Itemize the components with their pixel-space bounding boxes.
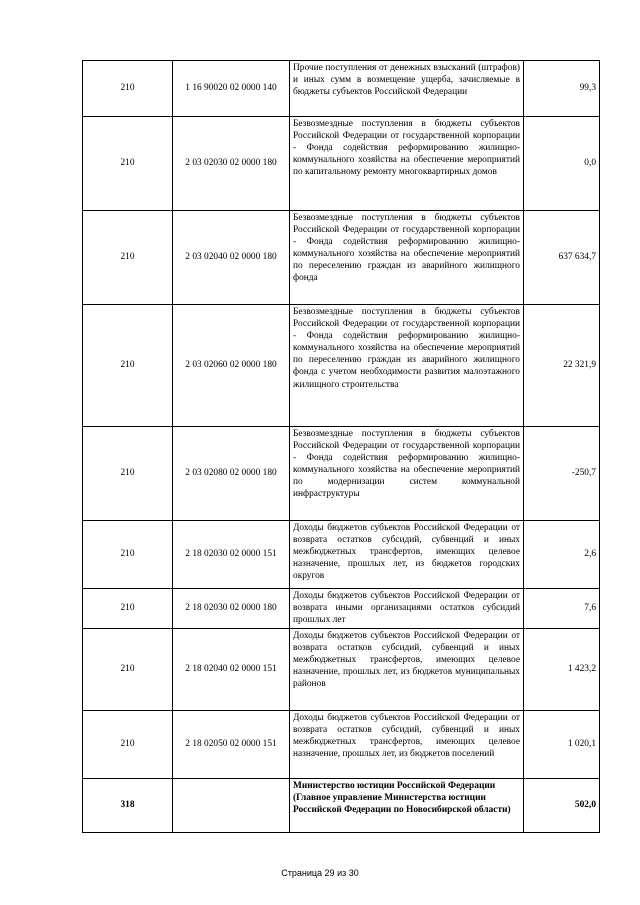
- revenue-name-cell: Доходы бюджетов субъектов Российской Федерации от возврата остатков субсидий, субвенций и иных межбюджетных трансфертов, имеющих целевое назначение, прошлых лет, из бюджетов муниципальных районов: [290, 629, 524, 711]
- budget-code-cell: 2 03 02080 02 0000 180: [173, 427, 290, 521]
- admin-code-cell: 210: [83, 629, 173, 711]
- admin-code-cell: 210: [83, 589, 173, 629]
- budget-code-cell: [173, 779, 290, 833]
- admin-code-cell: 210: [83, 117, 173, 211]
- budget-code-cell: 1 16 90020 02 0000 140: [173, 61, 290, 117]
- table-row: [83, 427, 600, 521]
- revenue-name-cell: Доходы бюджетов субъектов Российской Федерации от возврата остатков субсидий, субвенций и иных межбюджетных трансфертов, имеющих целевое назначение, прошлых лет, из бюджетов поселений: [290, 711, 524, 779]
- revenue-name-cell: Доходы бюджетов субъектов Российской Федерации от возврата иными организациями остатков субсидий прошлых лет: [290, 589, 524, 629]
- amount-cell: 1 423,2: [524, 629, 600, 711]
- amount-cell: -250,7: [524, 427, 600, 521]
- table-row: [83, 211, 600, 305]
- table-row: [83, 589, 600, 629]
- revenue-name-cell: Безвозмездные поступления в бюджеты субъектов Российской Федерации от государственной корпорации - Фонда содействия реформированию жилищно-коммунального хозяйства на обеспечение мероприятий по переселению граждан из аварийного жилищного фонда с учетом необходимости развития малоэтажного жилищного строительства: [290, 305, 524, 427]
- budget-code-cell: 2 18 02030 02 0000 151: [173, 521, 290, 589]
- table-row: [83, 711, 600, 779]
- table-row: [83, 521, 600, 589]
- table-row: [83, 779, 600, 833]
- table-row: [83, 117, 600, 211]
- page-number: Страница 29 из 30: [281, 868, 359, 878]
- revenue-name-cell: Министерство юстиции Российской Федерации (Главное управление Министерства юстиции Российской Федерации по Новосибирской области): [290, 779, 524, 833]
- table-row: [83, 305, 600, 427]
- admin-code-cell: 210: [83, 521, 173, 589]
- admin-code-cell: 318: [83, 779, 173, 833]
- budget-code-cell: 2 18 02050 02 0000 151: [173, 711, 290, 779]
- amount-cell: 7,6: [524, 589, 600, 629]
- budget-code-cell: 2 18 02030 02 0000 180: [173, 589, 290, 629]
- amount-cell: 0,0: [524, 117, 600, 211]
- table-row: [83, 629, 600, 711]
- amount-cell: 2,6: [524, 521, 600, 589]
- amount-cell: 637 634,7: [524, 211, 600, 305]
- admin-code-cell: 210: [83, 711, 173, 779]
- budget-code-cell: 2 03 02040 02 0000 180: [173, 211, 290, 305]
- revenue-name-cell: Безвозмездные поступления в бюджеты субъектов Российской Федерации от государственной корпорации - Фонда содействия реформированию жилищно-коммунального хозяйства на обеспечение мероприятий по переселению граждан из аварийного жилищного фонда: [290, 211, 524, 305]
- table-row: [83, 61, 600, 117]
- budget-code-cell: 2 18 02040 02 0000 151: [173, 629, 290, 711]
- budget-code-cell: 2 03 02030 02 0000 180: [173, 117, 290, 211]
- admin-code-cell: 210: [83, 61, 173, 117]
- amount-cell: 1 020,1: [524, 711, 600, 779]
- admin-code-cell: 210: [83, 211, 173, 305]
- admin-code-cell: 210: [83, 305, 173, 427]
- admin-code-cell: 210: [83, 427, 173, 521]
- amount-cell: 502,0: [524, 779, 600, 833]
- budget-code-cell: 2 03 02060 02 0000 180: [173, 305, 290, 427]
- amount-cell: 22 321,9: [524, 305, 600, 427]
- amount-cell: 99,3: [524, 61, 600, 117]
- revenue-name-cell: Прочие поступления от денежных взысканий (штрафов) и иных сумм в возмещение ущерба, зачисляемые в бюджеты субъектов Российской Федерации: [290, 61, 524, 117]
- revenue-name-cell: Безвозмездные поступления в бюджеты субъектов Российской Федерации от государственной корпорации - Фонда содействия реформированию жилищно-коммунального хозяйства на обеспечение мероприятий по модернизации систем коммунальной инфраструктуры: [290, 427, 524, 521]
- revenue-name-cell: Безвозмездные поступления в бюджеты субъектов Российской Федерации от государственной корпорации - Фонда содействия реформированию жилищно-коммунального хозяйства на обеспечение мероприятий по капитальному ремонту многоквартирных домов: [290, 117, 524, 211]
- revenue-name-cell: Доходы бюджетов субъектов Российской Федерации от возврата остатков субсидий, субвенций и иных межбюджетных трансфертов, имеющих целевое назначение, прошлых лет, из бюджетов городских округов: [290, 521, 524, 589]
- revenue-table: [82, 60, 600, 833]
